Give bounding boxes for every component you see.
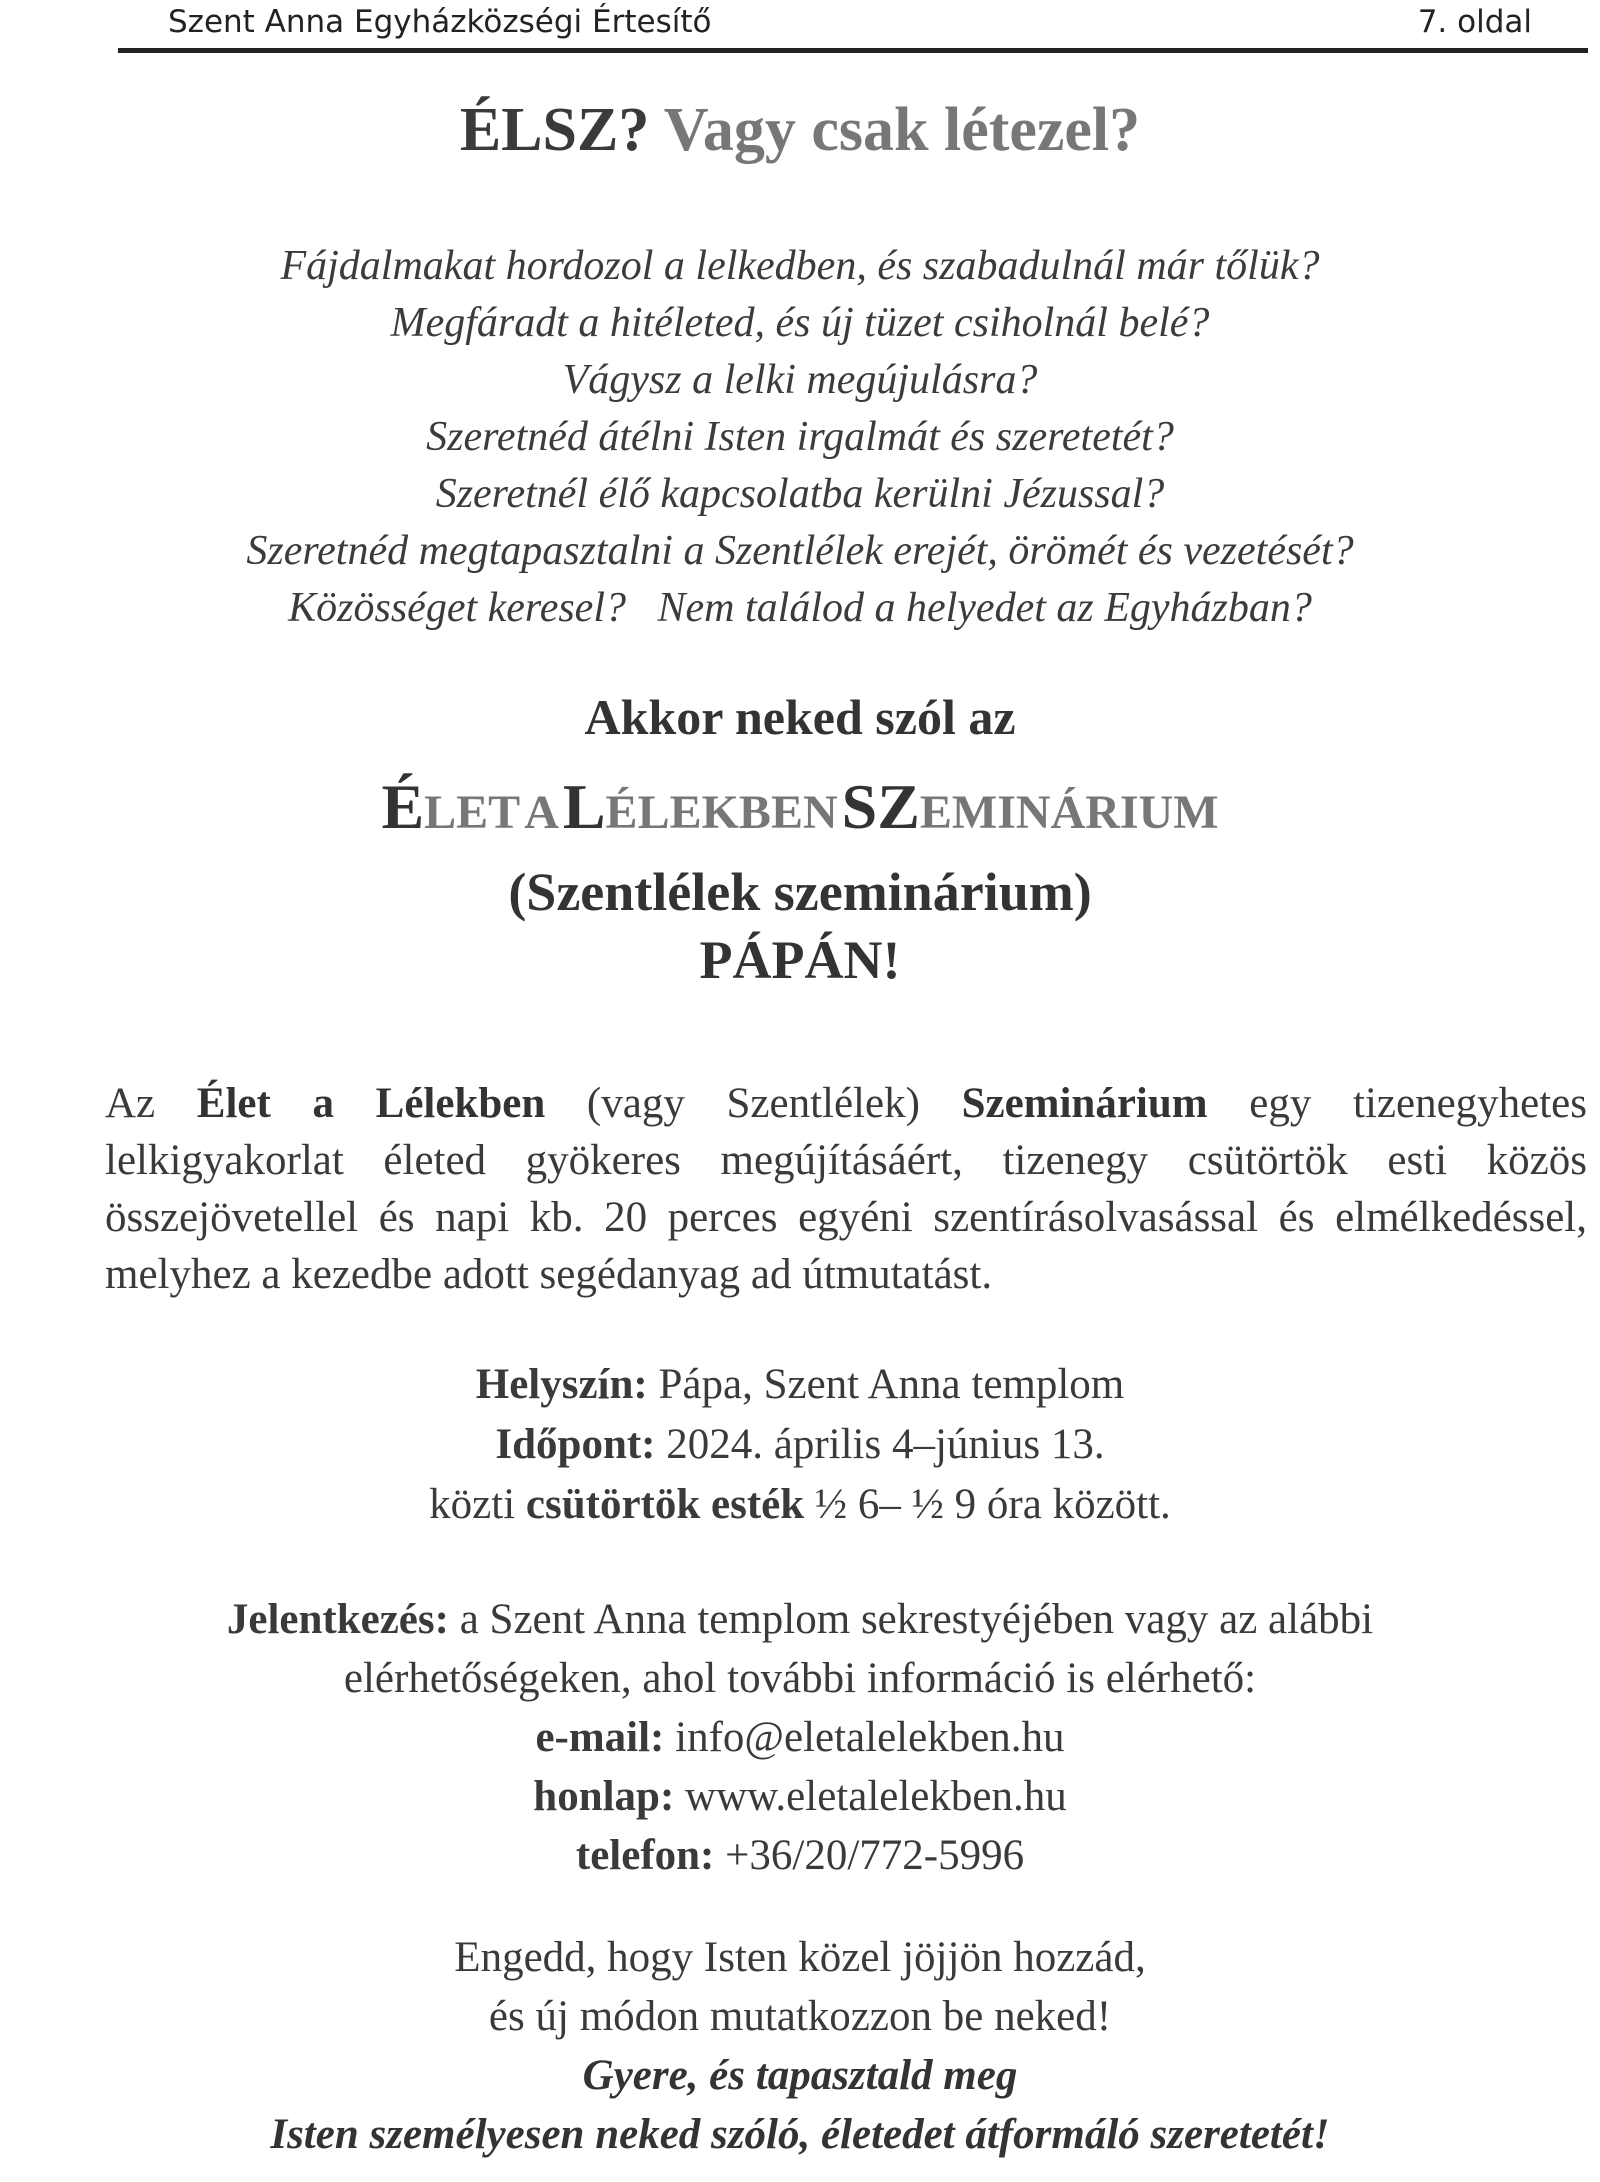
- question-line: Vágysz a lelki megújulásra?: [562, 357, 1038, 403]
- contact-info: [0, 1590, 1600, 1885]
- description-bold: Szeminárium: [961, 1080, 1208, 1127]
- email-label: e-mail:: [535, 1714, 665, 1761]
- closing-line: és új módon mutatkozzon be neked!: [488, 1993, 1112, 2040]
- question-line: Fájdalmakat hordozol a lelkedben, és szabadulnál már tőlük?: [280, 243, 1320, 289]
- intro-line: Akkor neked szól az: [584, 689, 1016, 745]
- time-post: ½ 6– ½ 9 óra között.: [814, 1481, 1171, 1528]
- email-line: [0, 1708, 1600, 1767]
- time-bold: csütörtök esték: [525, 1481, 805, 1528]
- location-label: Helyszín:: [475, 1361, 648, 1408]
- apply-text: a Szent Anna templom sekrestyéjében vagy az alábbi: [459, 1596, 1374, 1643]
- seminar-title-small: A: [524, 786, 559, 839]
- apply-line-2: elérhetőségeken, ahol további információ is elérhető:: [343, 1655, 1257, 1702]
- website-line: [0, 1767, 1600, 1826]
- time-line: [0, 1475, 1600, 1535]
- closing-block: [0, 1928, 1600, 2164]
- apply-label: Jelentkezés:: [226, 1596, 449, 1643]
- seminar-title-small: ÉLEKBEN: [605, 786, 838, 839]
- description-text: egy tizenegyhetes lelkigyakorlat életed gyökeres megújításáért, tizenegy csütörtök esti közös összejövetellel és napi kb. 20 perces egyéni szentírásolvasással és elmélkedéssel, melyhez a kezedbe adott segédanyag ad útmutatást.: [105, 1080, 1588, 1298]
- question-list: [0, 238, 1600, 637]
- phone-label: telefon:: [575, 1832, 715, 1879]
- seminar-title-small: EMINÁRIUM: [919, 786, 1219, 839]
- closing-emphasis: Gyere, és tapasztald meg: [582, 2052, 1018, 2099]
- phone-number: +36/20/772-5996: [725, 1832, 1025, 1879]
- question-line: Szeretnél élő kapcsolatba kerülni Jézussal?: [435, 471, 1165, 517]
- title-part2: Vagy csak létezel?: [663, 96, 1141, 164]
- question-line: Közösséget keresel? Nem találod a helyedet az Egyházban?: [288, 585, 1312, 631]
- seminar-place: PÁPÁN!: [699, 930, 901, 990]
- seminar-title-small: LET: [424, 786, 521, 839]
- question-line: Megfáradt a hitéleted, és új tüzet csiholnál belé?: [390, 300, 1210, 346]
- phone-line: [0, 1826, 1600, 1885]
- date-line: [0, 1415, 1600, 1475]
- location-line: [0, 1355, 1600, 1415]
- event-info: [0, 1355, 1600, 1535]
- seminar-title-cap: SZ: [841, 771, 920, 842]
- email-link[interactable]: info@eletalelekben.hu: [675, 1714, 1065, 1761]
- website-link[interactable]: www.eletalelekben.hu: [685, 1773, 1067, 1820]
- location-value: Pápa, Szent Anna templom: [658, 1361, 1125, 1408]
- description-text: (vagy Szentlélek): [586, 1080, 920, 1127]
- page-number: 7. oldal: [1417, 4, 1532, 40]
- seminar-title-cap: L: [562, 771, 606, 842]
- time-pre: közti: [429, 1481, 516, 1528]
- page-header: [118, 0, 1588, 53]
- description-bold: Élet a Lélekben: [196, 1080, 546, 1127]
- description-text: Az: [105, 1080, 156, 1127]
- seminar-title-cap: É: [381, 771, 425, 842]
- closing-line: Engedd, hogy Isten közel jöjjön hozzád,: [454, 1934, 1146, 1981]
- date-value: 2024. április 4–június 13.: [666, 1421, 1105, 1468]
- seminar-subtitle-block: [0, 858, 1600, 994]
- page-title: [0, 95, 1600, 166]
- closing-emphasis: Isten személyesen neked szóló, életedet átformáló szeretetét!: [270, 2111, 1330, 2158]
- title-part1: ÉLSZ?: [459, 96, 650, 164]
- question-line: Szeretnéd megtapasztalni a Szentlélek erejét, örömét és vezetését?: [246, 528, 1354, 574]
- description-paragraph: [105, 1075, 1587, 1303]
- date-label: Időpont:: [495, 1421, 656, 1468]
- publication-name: Szent Anna Egyházközségi Értesítő: [168, 4, 712, 40]
- apply-line: [0, 1590, 1600, 1649]
- seminar-title: [0, 770, 1600, 844]
- website-label: honlap:: [533, 1773, 675, 1820]
- seminar-subtitle: (Szentlélek szeminárium): [508, 862, 1092, 922]
- question-line: Szeretnéd átélni Isten irgalmát és szeretetét?: [426, 414, 1174, 460]
